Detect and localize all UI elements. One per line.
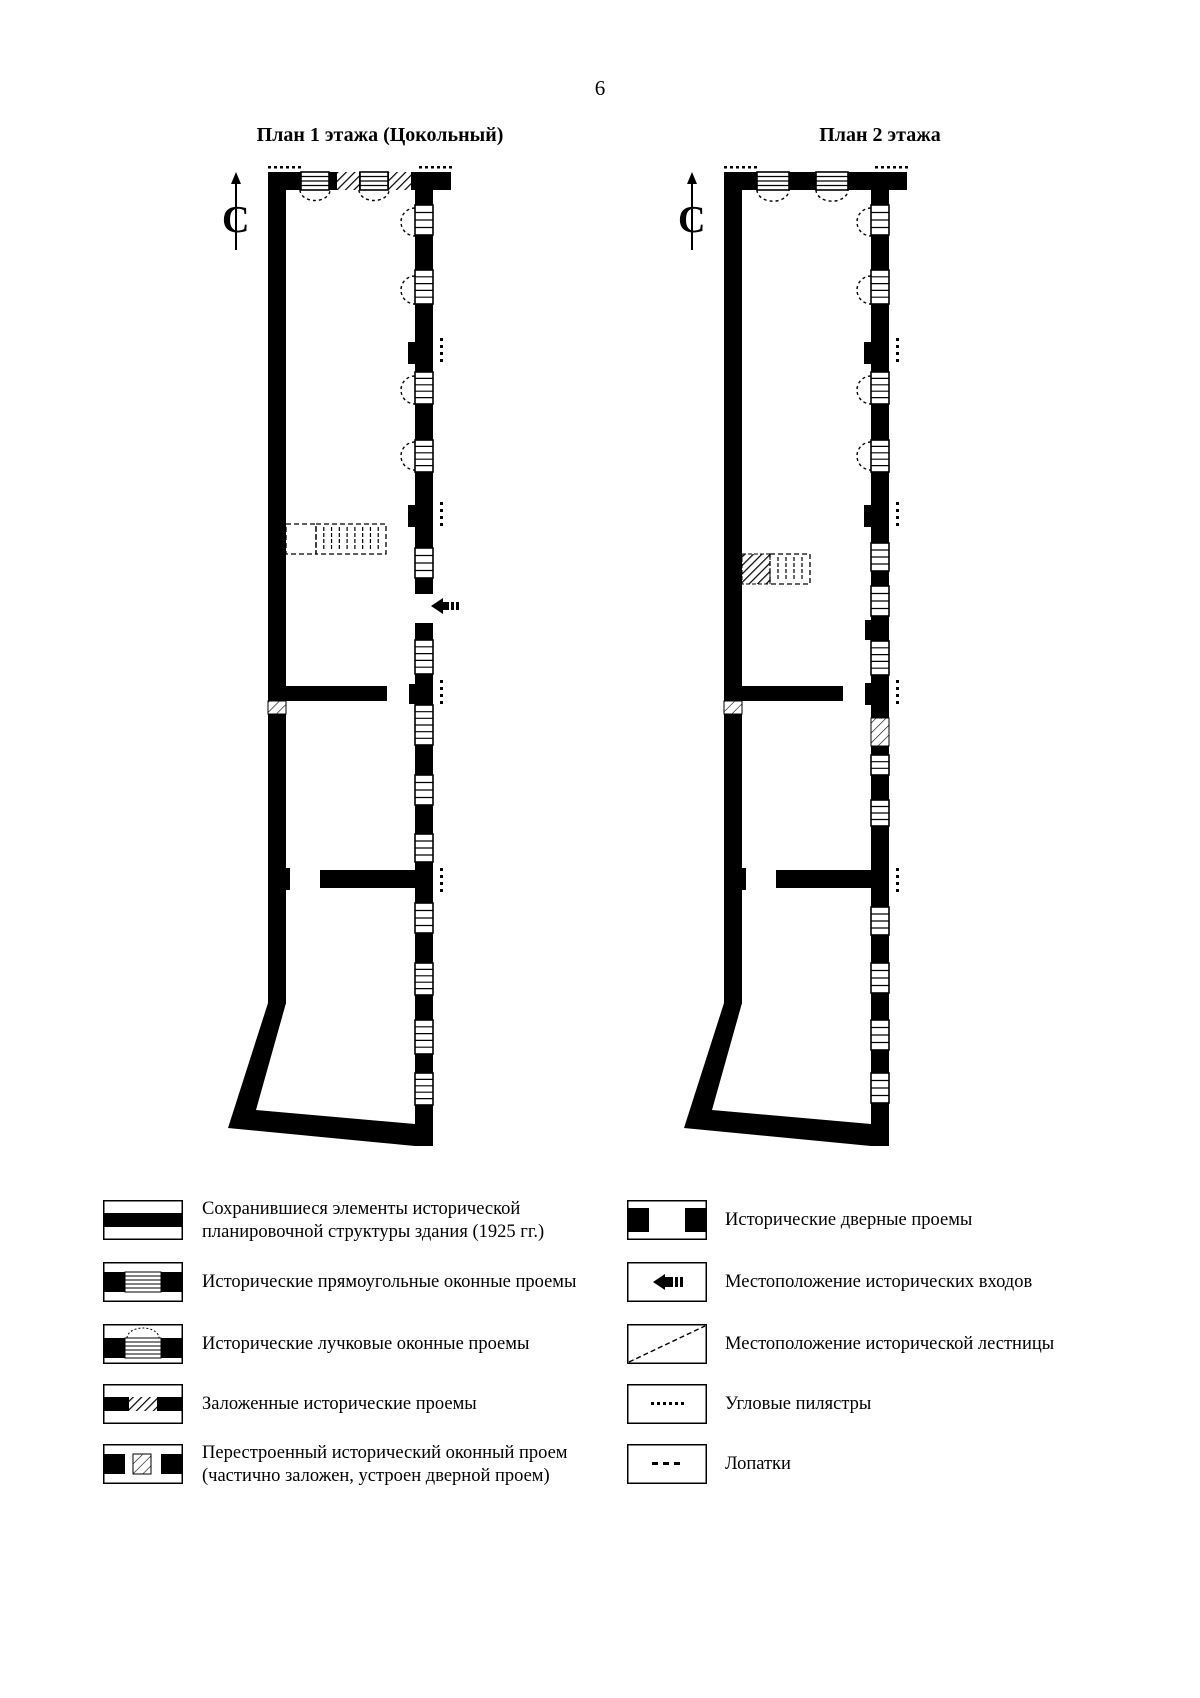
pilaster-dot [440,875,443,878]
pilaster-dot [896,523,899,526]
pilaster-dot [440,523,443,526]
section-marker-label: С [222,199,250,241]
legend-label [202,1198,544,1244]
blocked-opening [389,172,411,190]
pilaster-dot [440,509,443,512]
legend-label [725,1393,871,1416]
legend-frame [628,1385,707,1424]
rect-window [871,755,889,775]
pilaster-dot [724,166,727,169]
pilaster-dot [899,166,902,169]
arch-outline [359,190,389,201]
pilaster-dot [440,345,443,348]
pilaster-dot [896,345,899,348]
legend-symbol-lesenes [627,1444,707,1484]
pilaster-dot [896,889,899,892]
legend-symbol-corner-pilasters [627,1384,707,1424]
pilaster-dot [274,166,277,169]
pilaster-dot [742,166,745,169]
arch-outline [401,276,415,304]
pilaster [286,868,290,890]
legend-label-line: Заложенные исторические проемы [202,1394,477,1414]
pilaster-dot [440,516,443,519]
pilaster-dot [905,166,908,169]
entrance-arrow-icon [456,602,459,610]
legend-label-line: Лопатки [725,1454,791,1474]
pilaster-dot [896,701,899,704]
pilaster [408,342,416,364]
legend-label [725,1333,1054,1356]
arch-outline [757,190,789,201]
left-wall [724,172,742,702]
pilaster-dot [881,166,884,169]
pilaster-dot [896,868,899,871]
legend-label-line: Перестроенный исторический оконный проем [202,1443,568,1463]
entrance-arrow-icon [431,598,443,614]
pilaster-dot [896,338,899,341]
interior-wall [776,870,871,888]
rect-window [415,1020,433,1054]
pilaster-dot [896,882,899,885]
right-wall [415,623,433,1146]
pilaster-dot [730,166,733,169]
pilaster-dot [440,868,443,871]
rebuilt-opening [724,701,742,714]
pilaster-dot [298,166,301,169]
pilaster-dot [443,166,446,169]
staircase [316,524,386,554]
legend-label [202,1271,576,1294]
pilaster-dot [440,502,443,505]
pilaster-dot [425,166,428,169]
rect-window [871,270,889,304]
section-marker-arrow [231,172,241,184]
arch-outline [857,376,871,404]
pilaster-dot [440,680,443,683]
legend-symbol-door-opening [627,1200,707,1240]
arch-outline [401,376,415,404]
legend-symbol-arched-window [103,1324,183,1364]
pilaster-dot [437,166,440,169]
legend-label-line: Местоположение исторической лестницы [725,1334,1055,1354]
pilaster-dot [440,352,443,355]
interior-wall [742,686,843,701]
pilaster [409,684,417,704]
legend-label-line: Исторические прямоугольные оконные проемы [202,1272,577,1292]
legend-label-line: Сохранившиеся элементы исторической [202,1199,521,1219]
legend-label-line: планировочной структуры здания (1925 гг.) [202,1222,545,1242]
page-number: 6 [594,76,606,100]
arch-outline [401,208,415,236]
pilaster [408,505,416,527]
pilaster-dot [440,687,443,690]
legend-symbol-rect-window [103,1262,183,1302]
legend-label-line: Угловые пилястры [725,1394,872,1414]
arch-outline [857,442,871,470]
pilaster [865,683,873,705]
arch-outline [816,190,848,201]
legend-label [202,1393,477,1416]
section-marker-arrow [687,172,697,184]
arch-outline [300,190,330,201]
legend-label-line: Исторические лучковые оконные проемы [202,1334,530,1354]
plan-title-floor-2: План 2 этажа [819,124,941,146]
pilaster-dot [440,889,443,892]
interior-wall [286,686,387,701]
staircase [770,554,810,584]
staircase-landing [742,554,770,584]
pilaster [742,868,746,890]
pilaster-dot [754,166,757,169]
pilaster-dot [896,516,899,519]
pilaster [864,342,872,364]
legend-label [725,1271,1032,1294]
legend-label [202,1333,529,1356]
bottom-wall [228,1003,415,1146]
legend-symbol-wall [103,1200,183,1240]
legend-label [725,1453,791,1476]
rect-window [871,440,889,472]
plan-floor-1 [222,166,459,1146]
pilaster-dot [736,166,739,169]
staircase [286,524,316,554]
rect-window [871,372,889,404]
pilaster-dot [286,166,289,169]
pilaster [864,505,872,527]
pilaster [865,620,873,640]
legend-symbol-blocked-opening [103,1384,183,1424]
pilaster-dot [449,166,452,169]
legend-label-line: (частично заложен, устроен дверной проем) [202,1466,550,1486]
rect-window [415,640,433,674]
pilaster-dot [887,166,890,169]
pilaster-dot [440,701,443,704]
pilaster-dot [280,166,283,169]
left-wall [724,714,742,1004]
pilaster-dot [440,694,443,697]
pilaster-dot [419,166,422,169]
pilaster-dot [896,875,899,878]
rect-window [415,270,433,304]
entrance-arrow-icon [443,602,449,610]
rect-window [415,963,433,995]
arch-outline [857,208,871,236]
left-wall [268,172,286,702]
pilaster-dot [268,166,271,169]
legend-label-line: Исторические дверные проемы [725,1210,973,1230]
pilaster-dot [440,338,443,341]
pilaster-dot [440,882,443,885]
pilaster-dot [896,680,899,683]
rebuilt-opening [268,701,286,714]
pilaster-dot [896,352,899,355]
legend-symbol-entrance-arrow [627,1262,707,1302]
rect-window [871,641,889,675]
pilaster-dot [431,166,434,169]
plan-floor-2 [678,166,908,1146]
pilaster-dot [896,502,899,505]
legend-symbol-rebuilt-window [103,1444,183,1484]
entrance-arrow-icon [451,602,454,610]
rect-window [415,372,433,404]
pilaster-dot [896,509,899,512]
left-wall [268,714,286,1004]
pilaster-dot [896,687,899,690]
legend-label [725,1209,972,1232]
pilaster-dot [440,359,443,362]
legend-label [202,1442,568,1488]
bottom-wall [684,1003,871,1146]
legend-symbol-staircase [627,1324,707,1364]
pilaster-dot [748,166,751,169]
arch-outline [401,442,415,470]
pilaster-dot [893,166,896,169]
pilaster-dot [896,359,899,362]
pilaster-dot [896,694,899,697]
legend-label-line: Местоположение исторических входов [725,1272,1033,1292]
arch-outline [857,276,871,304]
rect-window [415,1073,433,1105]
interior-wall [320,870,415,888]
rebuilt-opening [871,718,889,746]
plan-title-floor-1: План 1 этажа (Цокольный) [256,124,504,146]
pilaster-dot [292,166,295,169]
section-marker-label: С [678,199,706,241]
rect-window [415,440,433,472]
pilaster-dot [875,166,878,169]
blocked-opening [337,172,359,190]
